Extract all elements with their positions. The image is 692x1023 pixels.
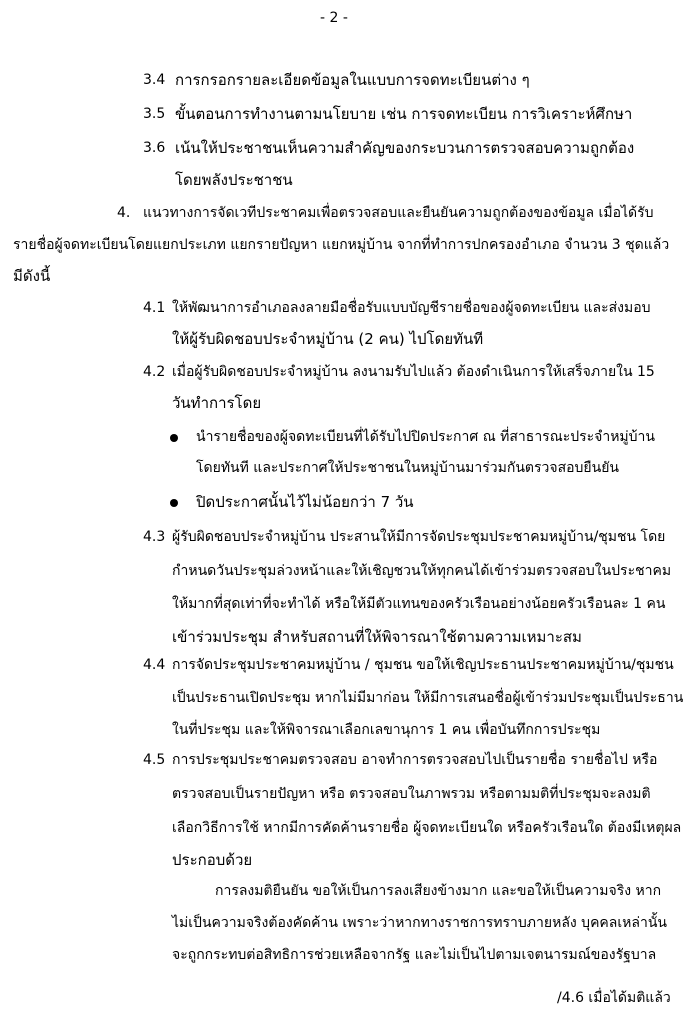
section4-line2: รายชื่อผู้จดทะเบียนโดยแยกประเภท แยกรายปัญหา แยกหมู่บ้าน จากที่ทำการปกครองอำเภอ จำนวน 3 ชุดแล้ว <box>13 237 670 253</box>
item-4-1-line2: ให้ผู้รับผิดชอบประจำหมู่บ้าน (2 คน) ไปโดยทันที <box>172 330 484 348</box>
item-4-2-line2: วันทำการโดย <box>172 394 262 412</box>
item-number-3-6: 3.6 <box>143 140 166 156</box>
item-4-3-line4: เข้าร่วมประชุม สำหรับสถานที่ให้พิจารณาใช้ตามความเหมาะสม <box>172 628 582 646</box>
item-3-4-text: การกรอกรายละเอียดข้อมูลในแบบการจดทะเบียนต่าง ๆ <box>175 71 530 89</box>
item-number-4-5: 4.5 <box>143 752 166 768</box>
bullet-2-line1: ปิดประกาศนั้นไว้ไม่น้อยกว่า 7 วัน <box>196 493 414 511</box>
item-3-6-text-line1: เน้นให้ประชาชนเห็นความสำคัญของกระบวนการตรวจสอบความถูกต้อง <box>175 139 635 157</box>
item-4-3-line1: ผู้รับผิดชอบประจำหมู่บ้าน ประสานให้มีการจัดประชุมประชาคมหมู่บ้าน/ชุมชน โดย <box>172 529 666 545</box>
closing-line1: การลงมติยืนยัน ขอให้เป็นการลงเสียงข้างมาก และขอให้เป็นความจริง หาก <box>215 883 662 899</box>
section4-line3: มีดังนี้ <box>13 267 51 285</box>
item-number-4-3: 4.3 <box>143 529 166 545</box>
bullet-2 <box>170 499 178 507</box>
item-4-5-line2: ตรวจสอบเป็นรายปัญหา หรือ ตรวจสอบในภาพรวม หรือตามมติที่ประชุมจะลงมติ <box>172 786 651 802</box>
item-4-3-line3: ให้มากที่สุดเท่าที่จะทำได้ หรือให้มีตัวแทนของครัวเรือนอย่างน้อยครัวเรือนละ 1 คน <box>172 596 666 612</box>
item-number-4: 4. <box>117 205 131 221</box>
bullet-1-line2: โดยทันที และประกาศให้ประชาชนในหมู่บ้านมาร่วมกันตรวจสอบยืนยัน <box>196 460 619 476</box>
bullet-1 <box>170 434 178 442</box>
item-number-3-5: 3.5 <box>143 106 166 122</box>
continuation-note: /4.6 เมื่อได้มติแล้ว <box>557 990 671 1006</box>
item-3-5-text: ขั้นตอนการทำงานตามนโยบาย เช่น การจดทะเบียน การวิเคราะห์ศึกษา <box>175 105 633 123</box>
item-4-4-line2: เป็นประธานเปิดประชุม หากไม่มีมาก่อน ให้มีการเสนอชื่อผู้เข้าร่วมประชุมเป็นประธาน <box>172 690 684 706</box>
item-3-6-text-line2: โดยพลังประชาชน <box>175 171 293 189</box>
section4-line1: แนวทางการจัดเวทีประชาคมเพื่อตรวจสอบและยืนยันความถูกต้องของข้อมูล เมื่อได้รับ <box>143 205 654 221</box>
item-4-1-line1: ให้พัฒนาการอำเภอลงลายมือชื่อรับแบบบัญชีรายชื่อของผู้จดทะเบียน และส่งมอบ <box>172 300 651 316</box>
bullet-1-line1: นำรายชื่อของผู้จดทะเบียนที่ได้รับไปปิดประกาศ ณ ที่สาธารณะประจำหมู่บ้าน <box>196 429 655 445</box>
item-number-4-1: 4.1 <box>143 300 166 316</box>
item-4-5-line1: การประชุมประชาคมตรวจสอบ อาจทำการตรวจสอบไปเป็นรายชื่อ รายชื่อไป หรือ <box>172 752 658 768</box>
closing-line2: ไม่เป็นความจริงต้องคัดค้าน เพราะว่าหากทางราชการทราบภายหลัง บุคคลเหล่านั้น <box>172 915 667 931</box>
closing-line3: จะถูกกระทบต่อสิทธิการช่วยเหลือจากรัฐ และไม่เป็นไปตามเจตนารมณ์ของรัฐบาล <box>172 947 657 963</box>
item-4-4-line1: การจัดประชุมประชาคมหมู่บ้าน / ชุมชน ขอให้เชิญประธานประชาคมหมู่บ้าน/ชุมชน <box>172 657 674 673</box>
item-number-4-4: 4.4 <box>143 657 166 673</box>
item-4-5-line4: ประกอบด้วย <box>172 851 253 869</box>
item-4-4-line3: ในที่ประชุม และให้พิจารณาเลือกเลขานุการ 1 คน เพื่อบันทึกการประชุม <box>172 722 601 738</box>
item-4-3-line2: กำหนดวันประชุมล่วงหน้าและให้เชิญชวนให้ทุกคนได้เข้าร่วมตรวจสอบในประชาคม <box>172 563 672 579</box>
item-number-4-2: 4.2 <box>143 364 166 380</box>
item-number-3-4: 3.4 <box>143 72 166 88</box>
item-4-2-line1: เมื่อผู้รับผิดชอบประจำหมู่บ้าน ลงนามรับไปแล้ว ต้องดำเนินการให้เสร็จภายใน 15 <box>172 364 655 380</box>
page-number: - 2 - <box>320 10 348 26</box>
item-4-5-line3: เลือกวิธีการใช้ หากมีการคัดค้านรายชื่อ ผู้จดทะเบียนใด หรือครัวเรือนใด ต้องมีเหตุผล <box>172 820 682 836</box>
